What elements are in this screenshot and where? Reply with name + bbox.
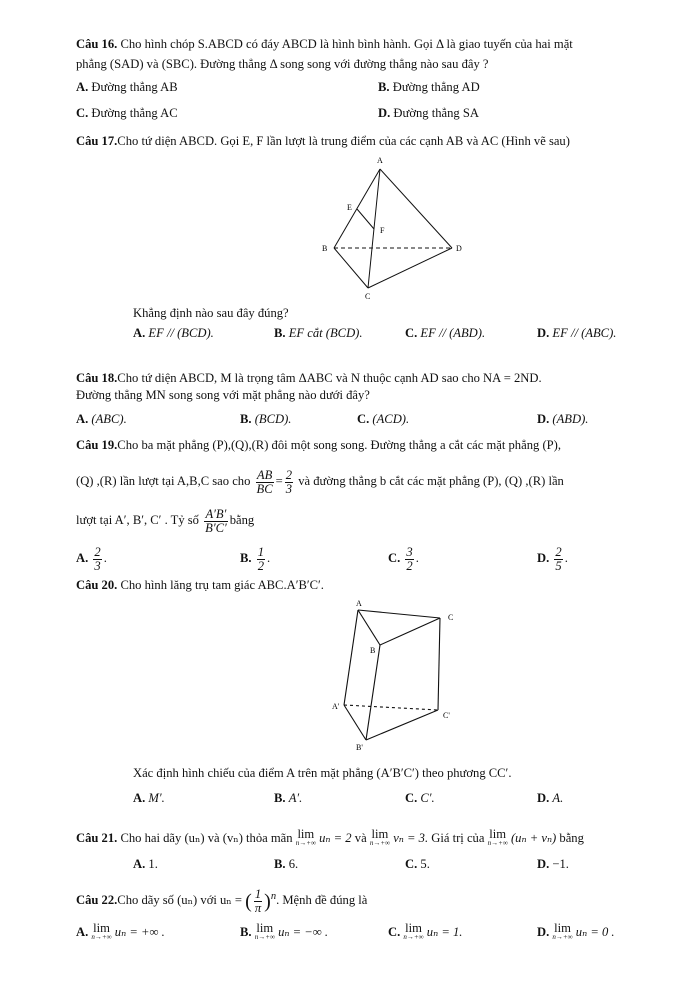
q17-option-d[interactable]: D. EF // (ABC).	[537, 326, 617, 340]
q16-head: Câu 16.	[76, 37, 118, 51]
q16-option-d[interactable]: D. Đường thẳng SA	[378, 106, 479, 120]
q22-base-fraction: $\frac{1}{\pi}$	[254, 886, 262, 915]
edge-aa2	[344, 610, 358, 705]
q18-option-c[interactable]: C. (ACD).	[357, 412, 410, 426]
q20-head: Câu 20.	[76, 578, 118, 592]
q21-option-d[interactable]: D. −1.	[537, 857, 569, 871]
q20-option-c[interactable]: C. C′.	[405, 791, 435, 805]
q19-ratio-prime: $\frac{A'B'}{B'C'}$	[205, 506, 227, 535]
label-e: E	[347, 203, 352, 212]
q17-head: Câu 17.	[76, 134, 118, 148]
label-c: C	[365, 292, 371, 301]
label-a2: A'	[332, 702, 340, 711]
q21-lim-sum: lim n→+∞	[487, 827, 508, 847]
label-d: D	[456, 244, 462, 253]
q17-tetrahedron-figure	[318, 154, 468, 304]
q22-stem: Câu 22.Cho dãy số (uₙ) với uₙ = ( $\frac{1}{\pi}$ )$^n$. Mệnh đề đúng là	[76, 886, 368, 915]
q18-stem-line2: Đường thẳng MN song song với mặt phẳng nào dưới đây?	[76, 388, 370, 402]
q19-stem-line3: lượt tại A′, B′, C′ . Tỷ số $\frac{A'B'}{B'C'}$ bằng	[76, 506, 255, 535]
q22-option-b[interactable]: B. lim n→+∞ uₙ = −∞ .	[240, 921, 329, 941]
q19-ratio-value: $\frac{2}{3}$	[285, 467, 293, 496]
label-f: F	[380, 226, 385, 235]
label-b: B	[322, 244, 328, 253]
q19-option-a[interactable]: A. $\frac{2}{3}$ .	[76, 544, 107, 573]
q21-lim-u: lim n→+∞	[295, 827, 316, 847]
edge-a2b2	[344, 705, 366, 740]
label-c: C	[448, 613, 454, 622]
q22-option-d[interactable]: D. lim n→+∞ uₙ = 0 .	[537, 921, 615, 941]
q18-option-d[interactable]: D. (ABD).	[537, 412, 589, 426]
q19-ratio-ab-bc: $\frac{AB}{BC}$	[256, 467, 273, 496]
edge-a2c2-hidden	[344, 705, 438, 710]
q19-option-b[interactable]: B. $\frac{1}{2}$ .	[240, 544, 271, 573]
q20-option-d[interactable]: D. A.	[537, 791, 564, 805]
q19-option-c[interactable]: C. $\frac{3}{2}$ .	[388, 544, 419, 573]
q19-head: Câu 19.	[76, 438, 118, 452]
q18-head: Câu 18.	[76, 371, 118, 385]
q22-option-c[interactable]: C. lim n→+∞ uₙ = 1.	[388, 921, 463, 941]
q21-head: Câu 21.	[76, 831, 118, 845]
q18-option-a[interactable]: A. (ABC).	[76, 412, 127, 426]
label-c2: C'	[443, 711, 450, 720]
q17-option-c[interactable]: C. EF // (ABD).	[405, 326, 486, 340]
q21-option-a[interactable]: A. 1.	[133, 857, 158, 871]
q17-option-b[interactable]: B. EF cắt (BCD).	[274, 326, 363, 340]
q21-stem: Câu 21. Cho hai dãy (uₙ) và (vₙ) thỏa mãn lim n→+∞ uₙ = 2 và lim n→+∞ vₙ = 3. Giá trị của lim n→+∞ (uₙ + vₙ) bằng	[76, 827, 584, 847]
label-a: A	[356, 599, 362, 608]
q22-head: Câu 22.	[76, 893, 118, 908]
q20-option-b[interactable]: B. A′.	[274, 791, 303, 805]
q19-stem-line2: (Q) ,(R) lần lượt tại A,B,C sao cho $\frac{AB}{BC}$ = $\frac{2}{3}$ và đường thẳng b cắt các mặt phẳng (P), (Q) ,(R) lần	[76, 467, 564, 496]
q16-option-a[interactable]: A. Đường thẳng AB	[76, 80, 178, 94]
q20-option-a[interactable]: A. M′.	[133, 791, 165, 805]
q17-question: Khẳng định nào sau đây đúng?	[133, 306, 289, 320]
q20-stem: Câu 20. Cho hình lăng trụ tam giác ABC.A′B′C′.	[76, 578, 324, 592]
q19-option-d[interactable]: D. $\frac{2}{5}$ .	[537, 544, 568, 573]
edge-bb2	[366, 645, 380, 740]
q17-option-a[interactable]: A. EF // (BCD).	[133, 326, 214, 340]
label-a: A	[377, 156, 383, 165]
edge-b2c2	[366, 710, 438, 740]
q17-stem: Câu 17.Cho tứ diện ABCD. Gọi E, F lần lượt là trung điểm của các cạnh AB và AC (Hình vẽ sau)	[76, 134, 570, 148]
q20-prism-figure	[330, 600, 470, 760]
edge-bc	[334, 248, 368, 288]
segment-ef	[357, 209, 374, 229]
edge-ad	[380, 169, 452, 248]
edge-cc2	[438, 618, 440, 710]
q20-question: Xác định hình chiếu của điểm A trên mặt phẳng (A′B′C′) theo phương CC′.	[133, 766, 512, 780]
q16-option-c[interactable]: C. Đường thẳng AC	[76, 106, 178, 120]
edge-ab	[358, 610, 380, 645]
q21-option-b[interactable]: B. 6.	[274, 857, 299, 871]
q16-option-b[interactable]: B. Đường thẳng AD	[378, 80, 480, 94]
edge-bc	[380, 618, 440, 645]
q18-stem-line1: Câu 18.Cho tứ diện ABCD, M là trọng tâm ΔABC và N thuộc cạnh AD sao cho NA = 2ND.	[76, 371, 542, 385]
q19-stem-line1: Câu 19.Cho ba mặt phẳng (P),(Q),(R) đôi một song song. Đường thẳng a cắt các mặt phẳng (P),	[76, 438, 561, 452]
label-b2: B'	[356, 743, 363, 752]
edge-ac	[358, 610, 440, 618]
edge-cd	[368, 248, 452, 288]
label-b: B	[370, 646, 376, 655]
q16-stem-line1: Câu 16. Cho hình chóp S.ABCD có đáy ABCD là hình bình hành. Gọi Δ là giao tuyến của hai mặt	[76, 37, 573, 51]
q16-stem-line2: phẳng (SAD) và (SBC). Đường thẳng Δ song song với đường thẳng nào sau đây ?	[76, 57, 489, 71]
q21-option-c[interactable]: C. 5.	[405, 857, 430, 871]
q18-option-b[interactable]: B. (BCD).	[240, 412, 292, 426]
q21-lim-v: lim n→+∞	[369, 827, 391, 847]
q22-option-a[interactable]: A. lim n→+∞ uₙ = +∞ .	[76, 921, 165, 941]
